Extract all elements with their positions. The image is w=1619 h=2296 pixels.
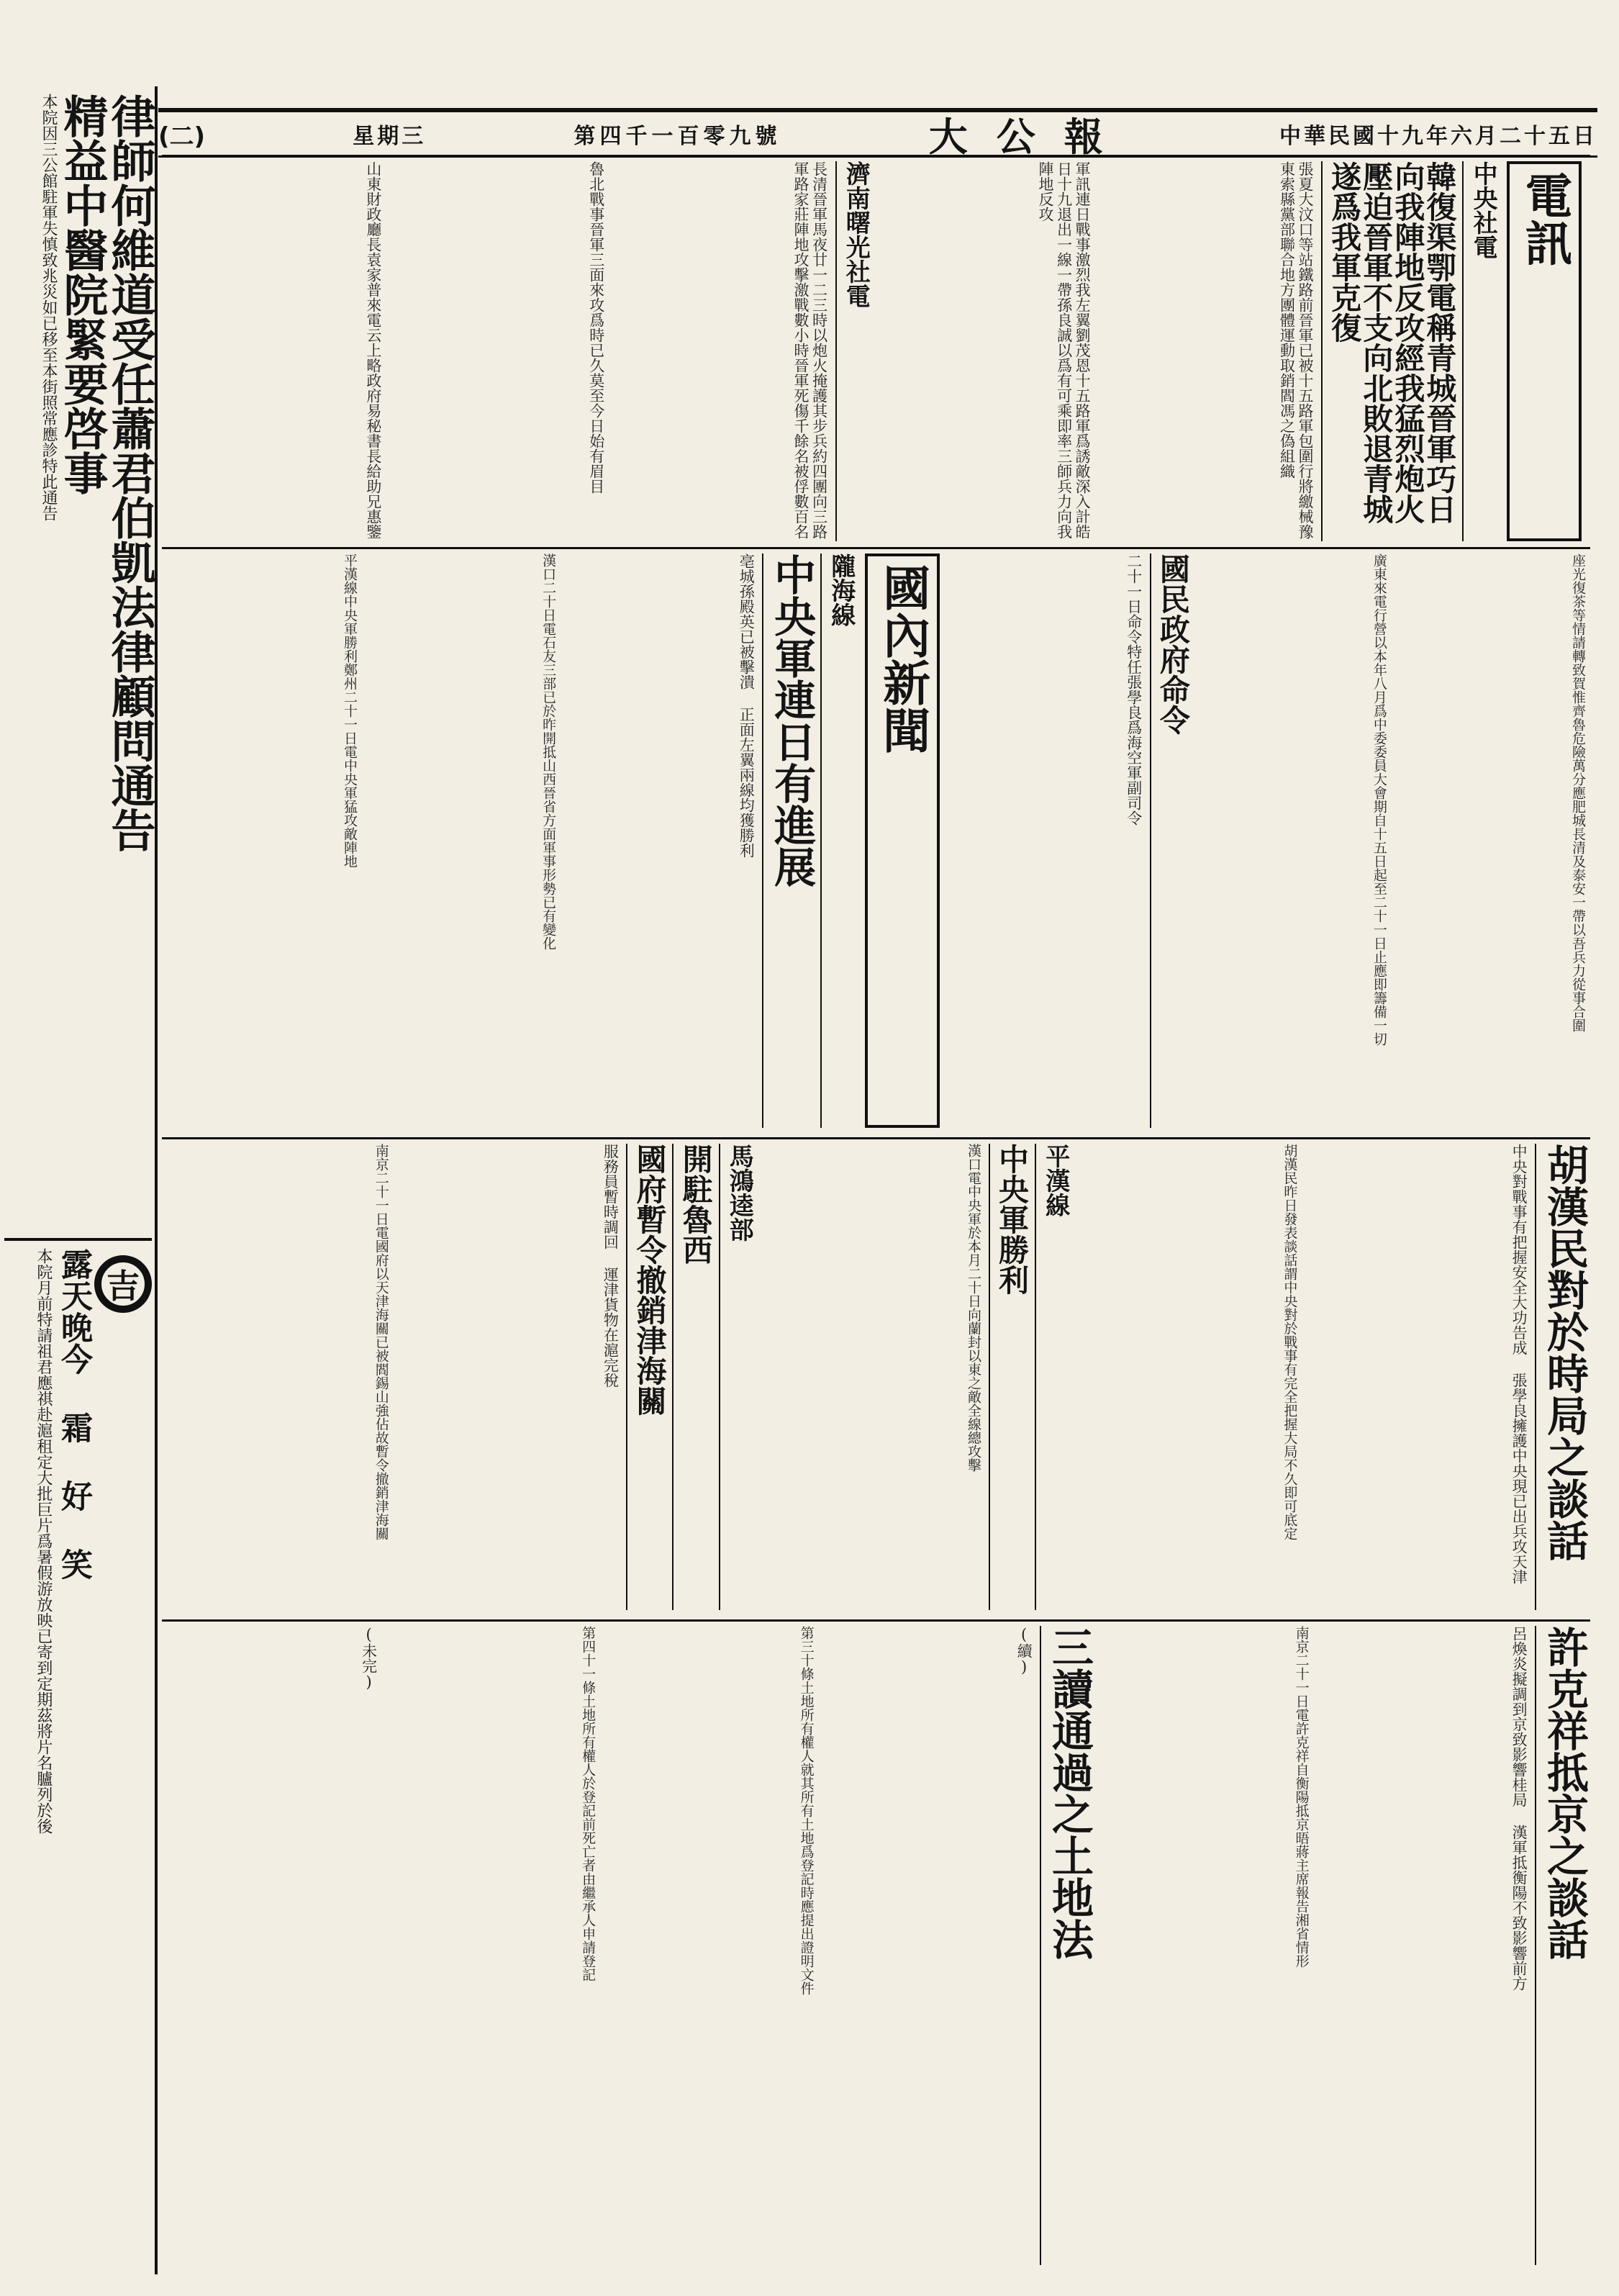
domestic-news-title: 國內新聞 [865, 553, 940, 1128]
third-body-3: 胡漢民昨日發表談話謂中央對於戰事有完全把握大局不久即可底定 [1282, 1144, 1298, 1540]
government-order-header: 國民政府命令 [1150, 553, 1189, 1128]
category-box: 電訊 [1507, 161, 1582, 541]
middle-body-c: 漢口二十日電石友三部已於昨開抵山西晉省方面軍事形勢已有變化 [540, 553, 557, 950]
xu-kexiang-headline: 許克祥抵京之談話 [1535, 1626, 1586, 2265]
middle-body-d: 平漢線中央軍勝利鄭州二十一日電中央軍猛攻敵陣地 [342, 553, 358, 868]
land-law-note: (續) [1015, 1626, 1033, 1676]
bottom-body-1: 南京二十一日電許克祥自衡陽抵京晤蔣主席報告湘省情形 [1293, 1626, 1310, 1968]
lead-headline: 韓復渠卾電稱青城晉軍巧日向我陣地反攻經我猛烈炮火壓迫晉軍不支向北敗退青城遂爲我軍克復 [1321, 161, 1455, 541]
cinema-headline: 露天晚今 霜 好 笑 [55, 1248, 92, 1580]
masthead [158, 108, 1597, 158]
third-body-1: 漢口電中央軍於本月二十日向蘭封以東之敵全線總攻擊 [965, 1144, 981, 1472]
hu-hanmin-headline: 胡漢民對於時局之談話 [1535, 1144, 1586, 1610]
telegram-body-3: 長清晉軍馬夜廿一二三時以炮火掩護其步兵約四團向三路軍路家莊陣地攻擊激戰數小時晉軍死傷千餘名被俘數百名 [792, 161, 828, 539]
front-title: 中央軍連日有進展 [762, 553, 813, 1128]
telegram-body-4: 魯北戰事晉軍三面來攻爲時已久莫至今日始有眉目 [587, 161, 605, 494]
weekday: 星期三 [353, 124, 427, 149]
third-body-2: 南京二十一日電國府以天津海關已被閻錫山強佔故暫令撤銷津海關 [373, 1144, 389, 1540]
pinghan-header: 平漢線 [1035, 1144, 1068, 1610]
national-news-section [162, 547, 1590, 1132]
bottom-section [162, 1619, 1590, 2269]
page-number: (二) [158, 122, 206, 151]
telegram-body-1: 張夏大汶口等站鐵路前晉軍已被十五路軍包圍行將繳械豫東索縣黨部聯合地方團體運動取銷閻馮之偽組織 [1278, 161, 1315, 539]
clinic-notice: 本院因三公館駐軍失慎致兆災如已移至本街照常應診特此通告 [40, 94, 58, 521]
pinghan-title: 中央軍勝利 [989, 1144, 1028, 1610]
publication-date: 中華民國十九年六月二十五日 [1279, 124, 1597, 149]
to-be-continued: (未完) [360, 1626, 378, 1691]
customs-headline: 國府暫令撤銷津海關 [626, 1144, 665, 1610]
clinic-headline: 精益中醫院緊要啓事 [56, 94, 109, 495]
bottom-body-2: 第三十條土地所有權人就其所有土地爲登記時應提出證明文件 [798, 1626, 815, 1995]
issue-number: 第四千一百零九號 [573, 124, 781, 149]
front-subtitle: 亳城孫殿英已被擊潰 正面左翼兩線均獲勝利 [738, 553, 756, 858]
lawyer-headline: 律師何維道受任蕭君伯凱法律顧問通告 [104, 94, 156, 852]
cinema-advertisement [4, 1238, 152, 2296]
left-ad-column [0, 86, 158, 2274]
telegram-body-2: 軍訊連日戰事激烈我左翼劉茂恩十五路軍爲誘敵深入計皓日十九退出一線一帶孫良誠以爲有可乘即率三師兵力向我陣地反攻 [1036, 161, 1092, 539]
newspaper-title: 大公報 [928, 114, 1132, 160]
bottom-body-3: 第四十一條土地所有權人於登記前死亡者由繼承人申請登記 [580, 1626, 597, 1981]
ma-hongkui-header: 馬鴻逵部 [719, 1144, 752, 1610]
middle-body-a: 廣東來電行營以本年八月爲中委委員大會期自十五日起至二十一日止應即籌備一切 [1371, 553, 1387, 1046]
customs-subhead: 服務員暫時調回 運津貨物在滬完稅 [602, 1144, 620, 1388]
jinan-header: 濟南曙光社電 [835, 161, 869, 541]
cinema-notice: 本院月前特請祖君應祺赴滬租定大批巨片爲暑假游放映已寄到定期茲將片名臚列於後 [34, 1248, 53, 1834]
telegram-header: 中央社電 [1462, 161, 1495, 541]
land-law-headline: 三讀通過之土地法 [1040, 1626, 1091, 2265]
ma-hongkui-title: 開駐魯西 [672, 1144, 711, 1610]
xu-kexiang-subhead: 呂煥炎擬調到京致影響桂局 漢軍抵衡陽不致影響前方 [1510, 1626, 1528, 1991]
ji-logo: 吉 [94, 1255, 152, 1313]
lawyer-advertisement [4, 94, 156, 943]
front-header: 隴海線 [820, 553, 853, 1128]
third-section [162, 1137, 1590, 1614]
telegram-body-5: 山東財政廳長袁家普來電云上略政府易秘書長給助兄惠鑒 [364, 161, 382, 539]
government-order-text: 二十一日命令特任張學良爲海空軍副司令 [1125, 553, 1143, 826]
hu-hanmin-subhead: 中央對戰事有把握安全大功告成 張學良擁護中央現已出兵攻天津 [1510, 1144, 1528, 1584]
middle-body-b: 座光復茶等情請轉致賀惟齊魯危險萬分應肥城長清及泰安一帶以吾兵力從事合圍 [1570, 553, 1586, 1032]
telegram-section [162, 155, 1590, 546]
